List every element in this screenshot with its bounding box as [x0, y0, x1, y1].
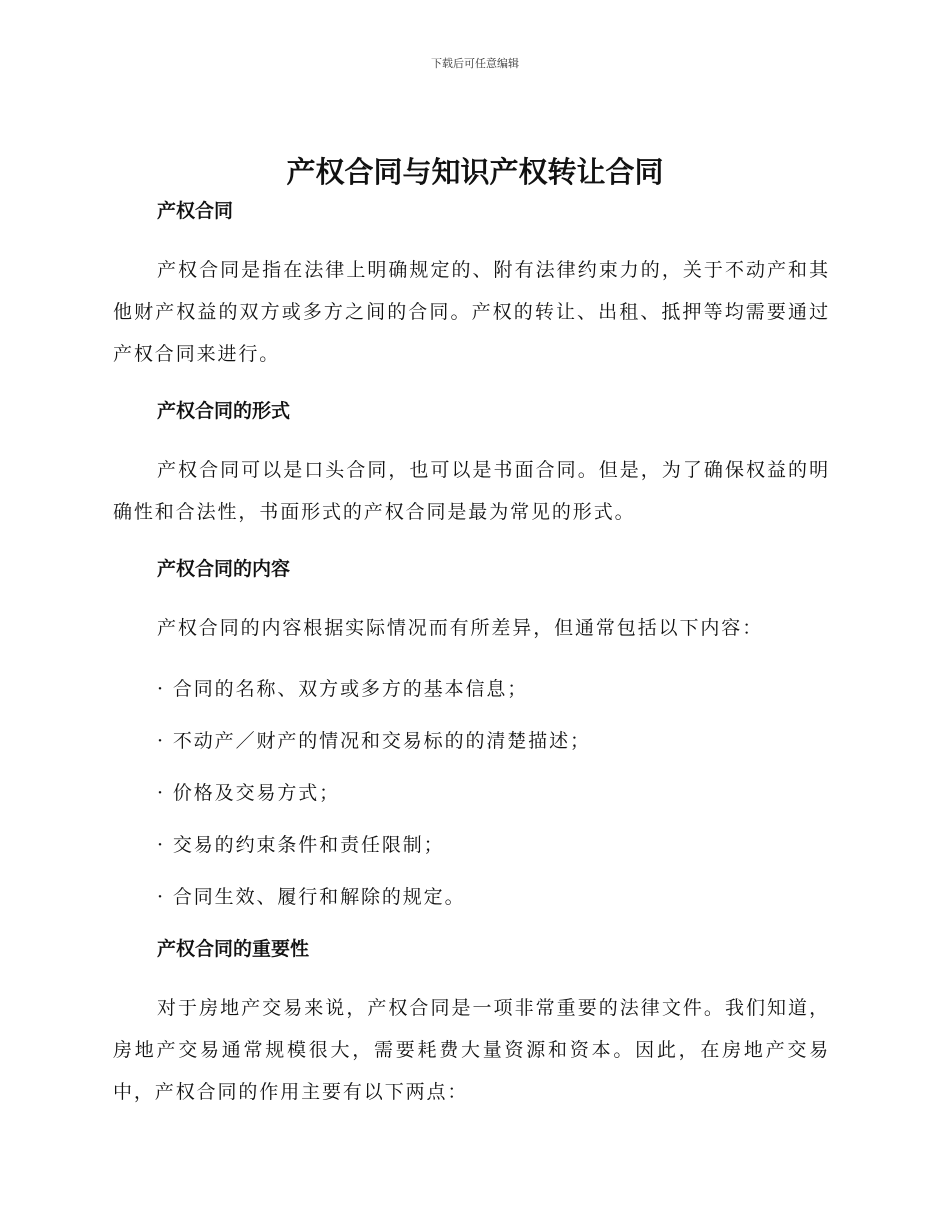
- document-body: [113, 197, 830, 1113]
- list-item: · 合同的名称、双方或多方的基本信息；: [157, 678, 529, 700]
- document-title: 产权合同与知识产权转让合同: [286, 155, 664, 189]
- list-item: · 不动产／财产的情况和交易标的的清楚描述；: [157, 730, 591, 752]
- section-paragraph-importance: 对于房地产交易来说，产权合同是一项非常重要的法律文件。我们知道，房地产交易通常规模很大，需要耗费大量资源和资本。因此，在房地产交易中，产权合同的作用主要有以下两点：: [113, 997, 830, 1103]
- section-paragraph-form: 产权合同可以是口头合同，也可以是书面合同。但是，为了确保权益的明确性和合法性，书面形式的产权合同是最为常见的形式。: [113, 459, 830, 523]
- section-heading-property-contract: 产权合同: [157, 200, 234, 222]
- list-item: · 价格及交易方式；: [157, 782, 341, 804]
- list-item: · 合同生效、履行和解除的规定。: [157, 886, 466, 908]
- section-heading-importance: 产权合同的重要性: [157, 938, 310, 960]
- list-item: · 交易的约束条件和责任限制；: [157, 834, 445, 856]
- section-paragraph-content: 产权合同的内容根据实际情况而有所差异，但通常包括以下内容：: [157, 617, 764, 639]
- section-heading-form: 产权合同的形式: [157, 400, 291, 422]
- header-note: 下载后可任意编辑: [431, 57, 519, 70]
- section-heading-content: 产权合同的内容: [157, 558, 291, 580]
- section-paragraph-definition: 产权合同是指在法律上明确规定的、附有法律约束力的，关于不动产和其他财产权益的双方或多方之间的合同。产权的转让、出租、抵押等均需要通过产权合同来进行。: [113, 259, 830, 365]
